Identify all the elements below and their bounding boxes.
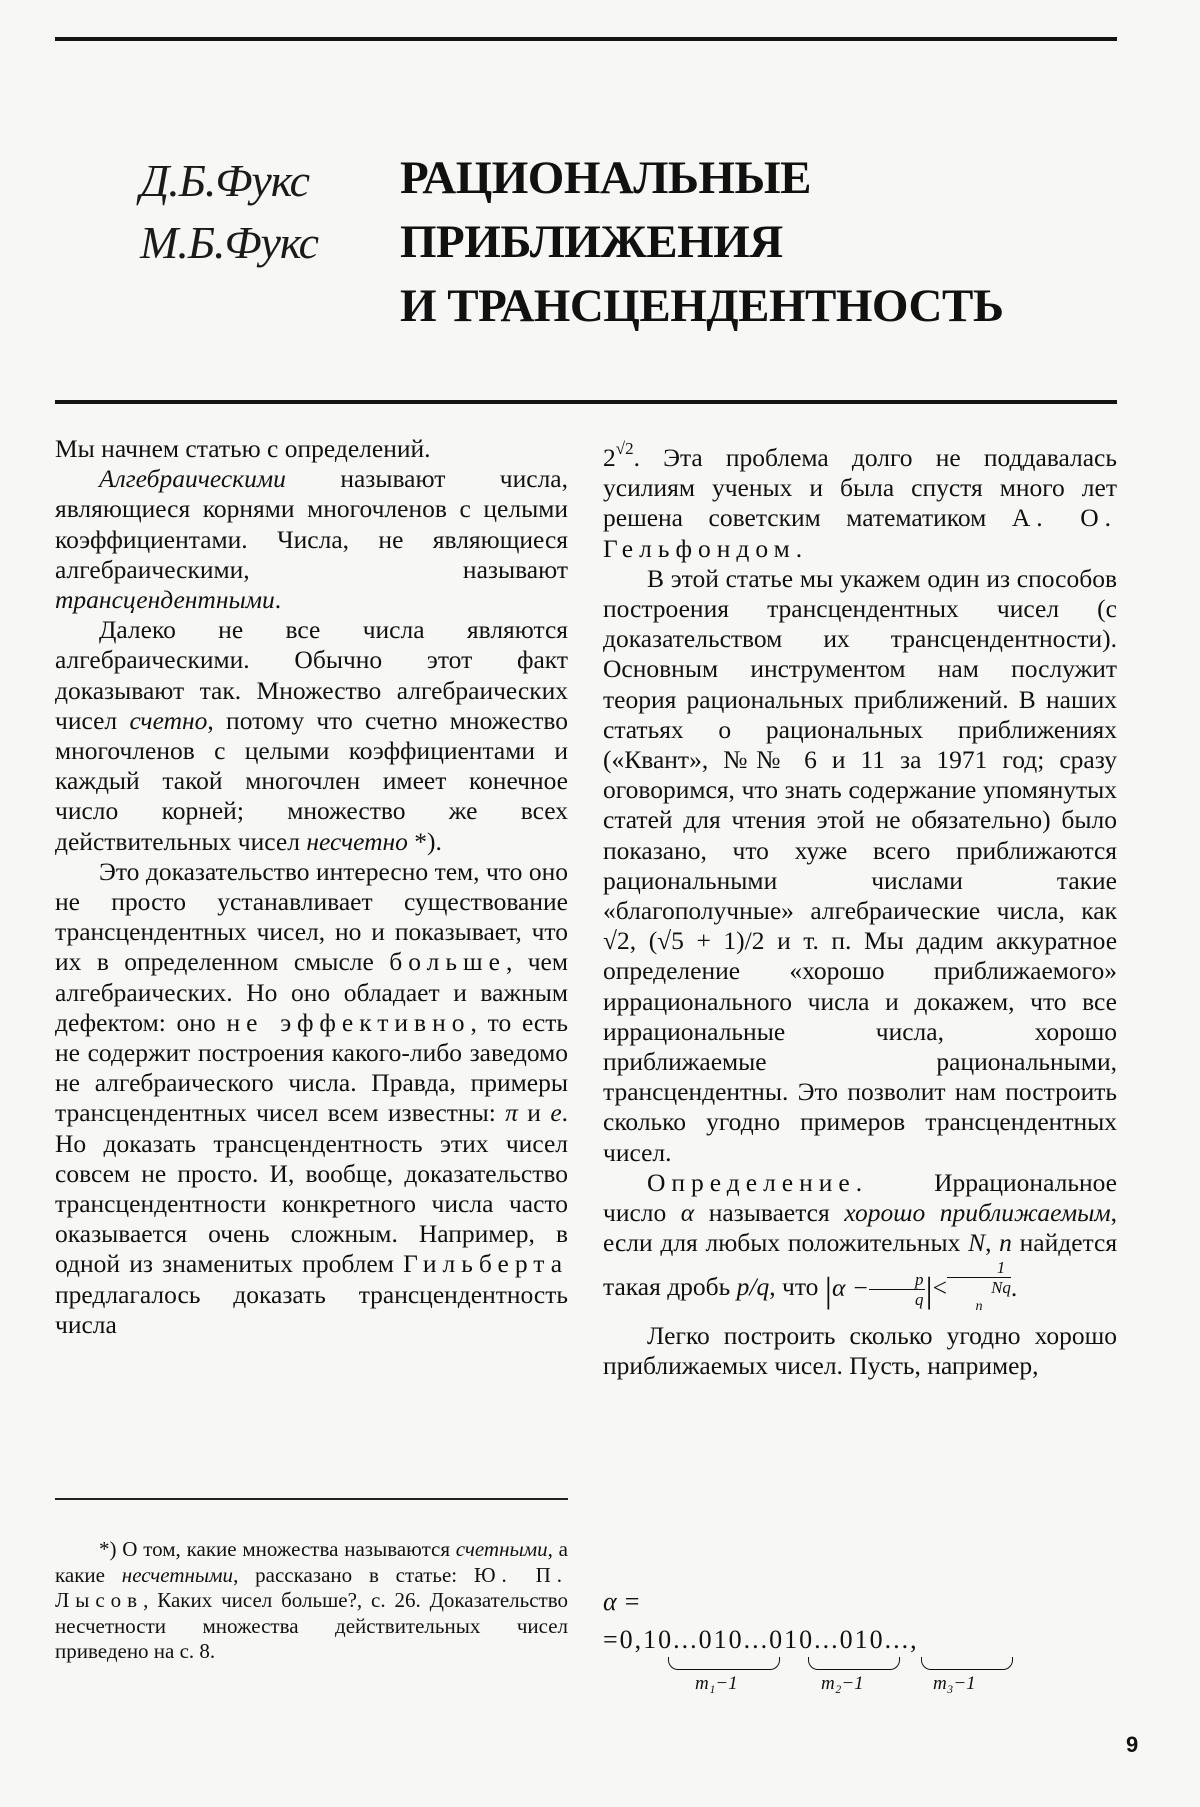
paragraph-countable: Далеко не все числа являются алгебраическими. Обычно этот факт доказывают так. Множество алгебраических чисел счетно, потому что счетно множество многочленов с целыми коэффициентами и каждый такой многочлен имеет конечное число корней; множество же всех действительных чисел несчетно *). xyxy=(55,615,568,856)
series-formula xyxy=(603,1625,1123,1700)
paragraph-gelfond: $2^{√2}$. Эта проблема долго не поддавалась усилиям ученых и была спустя много лет решена советским математиком А. О. Гельфондом. xyxy=(603,439,1118,563)
paragraph-method: В этой статье мы укажем один из способов построения трансцендентных чисел (с доказательством их трансцендентности). Основным инструментом нам послужит теория рациональных приближений. В наших статьях о рациональных приближениях («Квант», №№ 6 и 11 за 1971 год; сразу оговоримся, что знать содержание упомянутых статей для чтения этой не обязательно) было показано, что хуже всего приближаются рациональными числами такие «благополучные» алгебраические числа, как √2, (√5 + 1)/2 и т. п. Мы дадим аккуратное определение «хорошо приближаемого» иррационального числа и докажем, что все иррациональные числа, хорошо приближаемые рациональными, трансцендентны. Это позволит нам построить сколько угодно примеров трансцендентных чисел. xyxy=(603,563,1118,1167)
footnote: *) О том, какие множества называются счетными, а какие несчетными, рассказано в статье: Ю. П. Лысов, Каких чисел больше?, с. 26. Доказательство несчетности множества действительных чисел приведено на с. 8. xyxy=(55,1537,569,1664)
left-column xyxy=(55,434,568,1340)
article-title xyxy=(400,146,1100,338)
authors xyxy=(140,150,350,274)
paragraph-example: Легко построить сколько угодно хорошо приближаемых чисел. Пусть, например, xyxy=(603,1321,1117,1381)
title-line-3: И ТРАНСЦЕНДЕНТНОСТЬ xyxy=(400,280,1004,332)
title-line-2: ПРИБЛИЖЕНИЯ xyxy=(400,216,783,268)
underbrace-2 xyxy=(808,1657,900,1670)
header-rule xyxy=(55,400,1117,404)
paragraph-definitions: Алгебраическими называют числа, являющиеся корнями многочленов с целыми коэффициентами. Числа, не являющиеся алгебраическими, называют трансцендентными. xyxy=(55,464,569,615)
author-1: Д.Б.Фукс xyxy=(140,155,309,206)
author-2: М.Б.Фукс xyxy=(140,217,319,268)
page-number: 9 xyxy=(1126,1732,1139,1757)
underbrace-1 xyxy=(668,1657,780,1670)
underbrace-label-2: m₂−1 xyxy=(821,1673,864,1694)
math-golden: (√5 + 1)/2 xyxy=(648,926,765,956)
paragraph-definition: Определение. Иррациональное число α называется хорошо приближаемым, если для любых положительных N, n найдется такая дробь p/q, что |α − $\frac{p}{q}$ |< 1 Nq $^n$ . xyxy=(603,1167,1118,1315)
paragraph-proof: Это доказательство интересно тем, что оно не просто устанавливает существование трансцендентных чисел, но и показывает, что их в определенном смысле больше, чем алгебраических. Но оно обладает и важным дефектом: оно не эффективно, то есть не содержит построения какого-либо заведомо не алгебраического числа. Правда, примеры трансцендентных чисел всем известны: π и e. Но доказать трансцендентность этих чисел совсем не просто. И, вообще, доказательство трансцендентности конкретного числа часто оказывается очень сложным. Например, в одной из знаменитых проблем Гильберта предлагалось доказать трансцендентность числа xyxy=(55,856,569,1339)
right-column xyxy=(603,434,1117,1382)
title-line-1: РАЦИОНАЛЬНЫЕ xyxy=(400,152,811,204)
alpha-equals: α = xyxy=(603,1587,641,1616)
top-rule xyxy=(55,37,1117,41)
series-digits: =0,10...010...010...010..., xyxy=(603,1625,919,1654)
footnote-rule xyxy=(55,1498,568,1500)
paragraph-intro: Мы начнем статью с определений. xyxy=(55,434,431,463)
underbrace-label-1: m₁−1 xyxy=(695,1673,738,1694)
inequality: |α − $\frac{p}{q}$ |< 1 Nq $^n$ . xyxy=(824,1258,1018,1315)
math-sqrt2: √2 xyxy=(603,926,630,956)
underbrace-3 xyxy=(921,1657,1013,1670)
underbrace-label-3: m₃−1 xyxy=(933,1673,976,1694)
